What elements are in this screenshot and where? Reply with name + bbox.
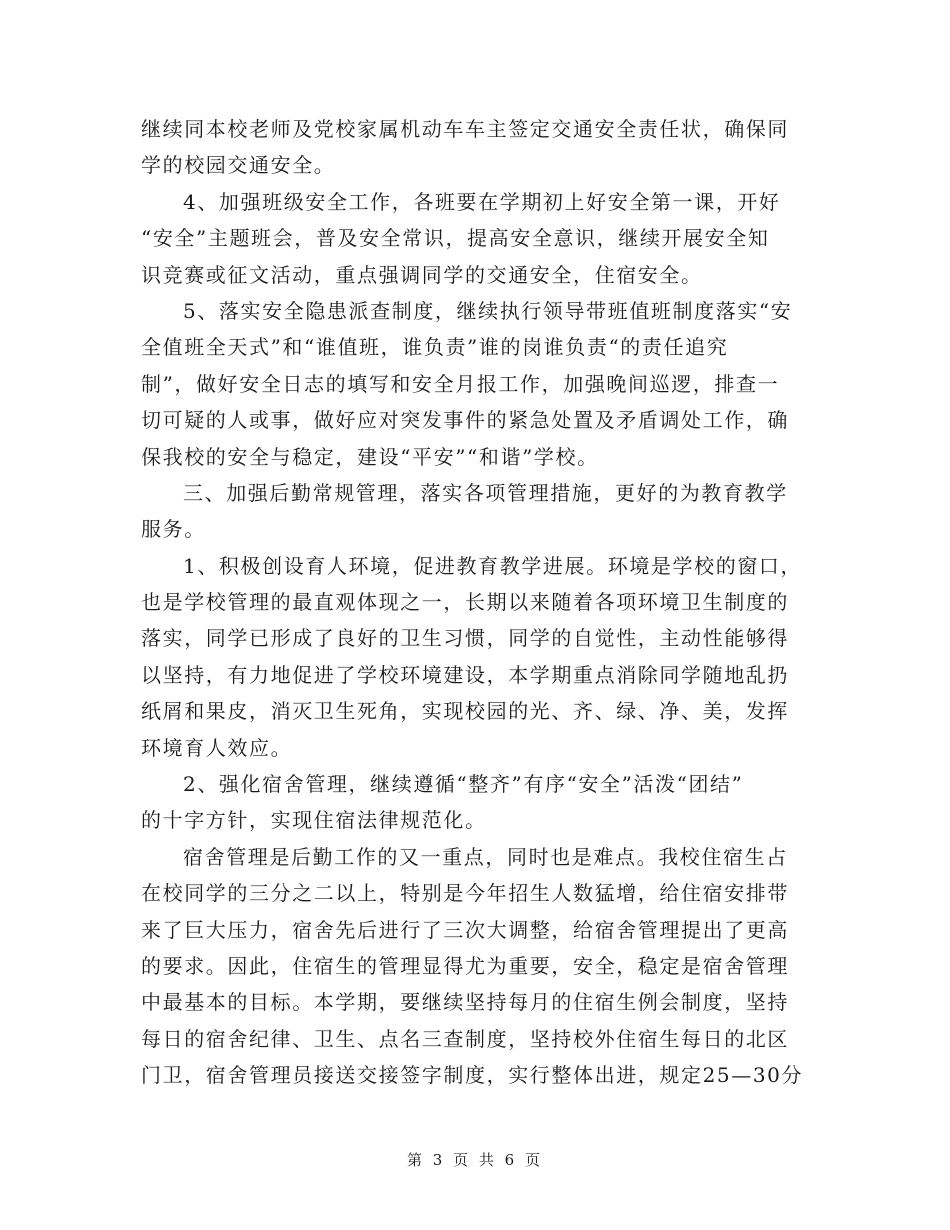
text-line: 制”，做好安全日志的填写和安全月报工作，加强晚间巡逻，排查一 (141, 371, 780, 396)
section-heading-line: 服务。 (141, 517, 206, 542)
text-line: 来了巨大压力，宿舍先后进行了三次大调整，给宿舍管理提出了更高 (141, 917, 789, 942)
text-line: 的十字方针，实现住宿法律规范化。 (141, 808, 487, 833)
text-line: 在校同学的三分之二以上，特别是今年招生人数猛增，给住宿安排带 (141, 881, 789, 906)
document-body (141, 111, 811, 1094)
text-line: “安全”主题班会，普及安全常识，提高安全意识，继续开展安全知 (141, 226, 770, 251)
text-line: 4、加强班级安全工作，各班要在学期初上好安全第一课，开好 (183, 189, 781, 214)
text-line: 切可疑的人或事，做好应对突发事件的紧急处置及矛盾调处工作，确 (141, 408, 789, 433)
text-line: 宿舍管理是后勤工作的又一重点，同时也是难点。我校住宿生占 (183, 844, 788, 869)
text-line: 的要求。因此，住宿生的管理显得尤为重要，安全，稳定是宿舍管理 (141, 953, 789, 978)
text-line: 每日的宿舍纪律、卫生、点名三查制度，坚持校外住宿生每日的北区 (141, 1026, 789, 1051)
text-line: 识竞赛或征文活动，重点强调同学的交通安全，住宿安全。 (141, 262, 703, 287)
text-line: 中最基本的目标。本学期，要继续坚持每月的住宿生例会制度，坚持 (141, 990, 789, 1015)
text-line: 2、强化宿舍管理，继续遵循“整齐”有序“安全”活泼“团结” (183, 772, 744, 797)
text-line: 继续同本校老师及党校家属机动车车主签定交通安全责任状，确保同 (141, 117, 789, 141)
text-line: 学的校园交通安全。 (141, 153, 336, 178)
text-line: 门卫，宿舍管理员接送交接签字制度，实行整体出进，规定25—30分 (141, 1063, 804, 1088)
text-line: 1、积极创设育人环境，促进教育教学进展。环境是学校的窗口， (183, 553, 803, 578)
text-line: 落实，同学已形成了良好的卫生习惯，同学的自觉性，主动性能够得 (141, 626, 789, 651)
section-heading-line: 三、加强后勤常规管理，落实各项管理措施，更好的为教育教学 (183, 480, 788, 505)
text-line: 保我校的安全与稳定，建设“平安”“和谐”学校。 (141, 444, 599, 469)
text-line: 5、落实安全隐患派查制度，继续执行领导带班值班制度落实“安 (183, 298, 793, 323)
text-line: 以坚持，有力地促进了学校环境建设，本学期重点消除同学随地乱扔 (141, 662, 789, 687)
text-line: 全值班全天式”和“谁值班，谁负责”谁的岗谁负责“的责任追究 (141, 335, 729, 360)
page-number-footer: 第 3 页 共 6 页 (407, 1151, 543, 1169)
text-line: 纸屑和果皮，消灭卫生死角，实现校园的光、齐、绿、净、美，发挥 (141, 699, 789, 724)
text-line: 环境育人效应。 (141, 735, 293, 760)
text-line: 也是学校管理的最直观体现之一，长期以来随着各项环境卫生制度的 (141, 590, 789, 615)
